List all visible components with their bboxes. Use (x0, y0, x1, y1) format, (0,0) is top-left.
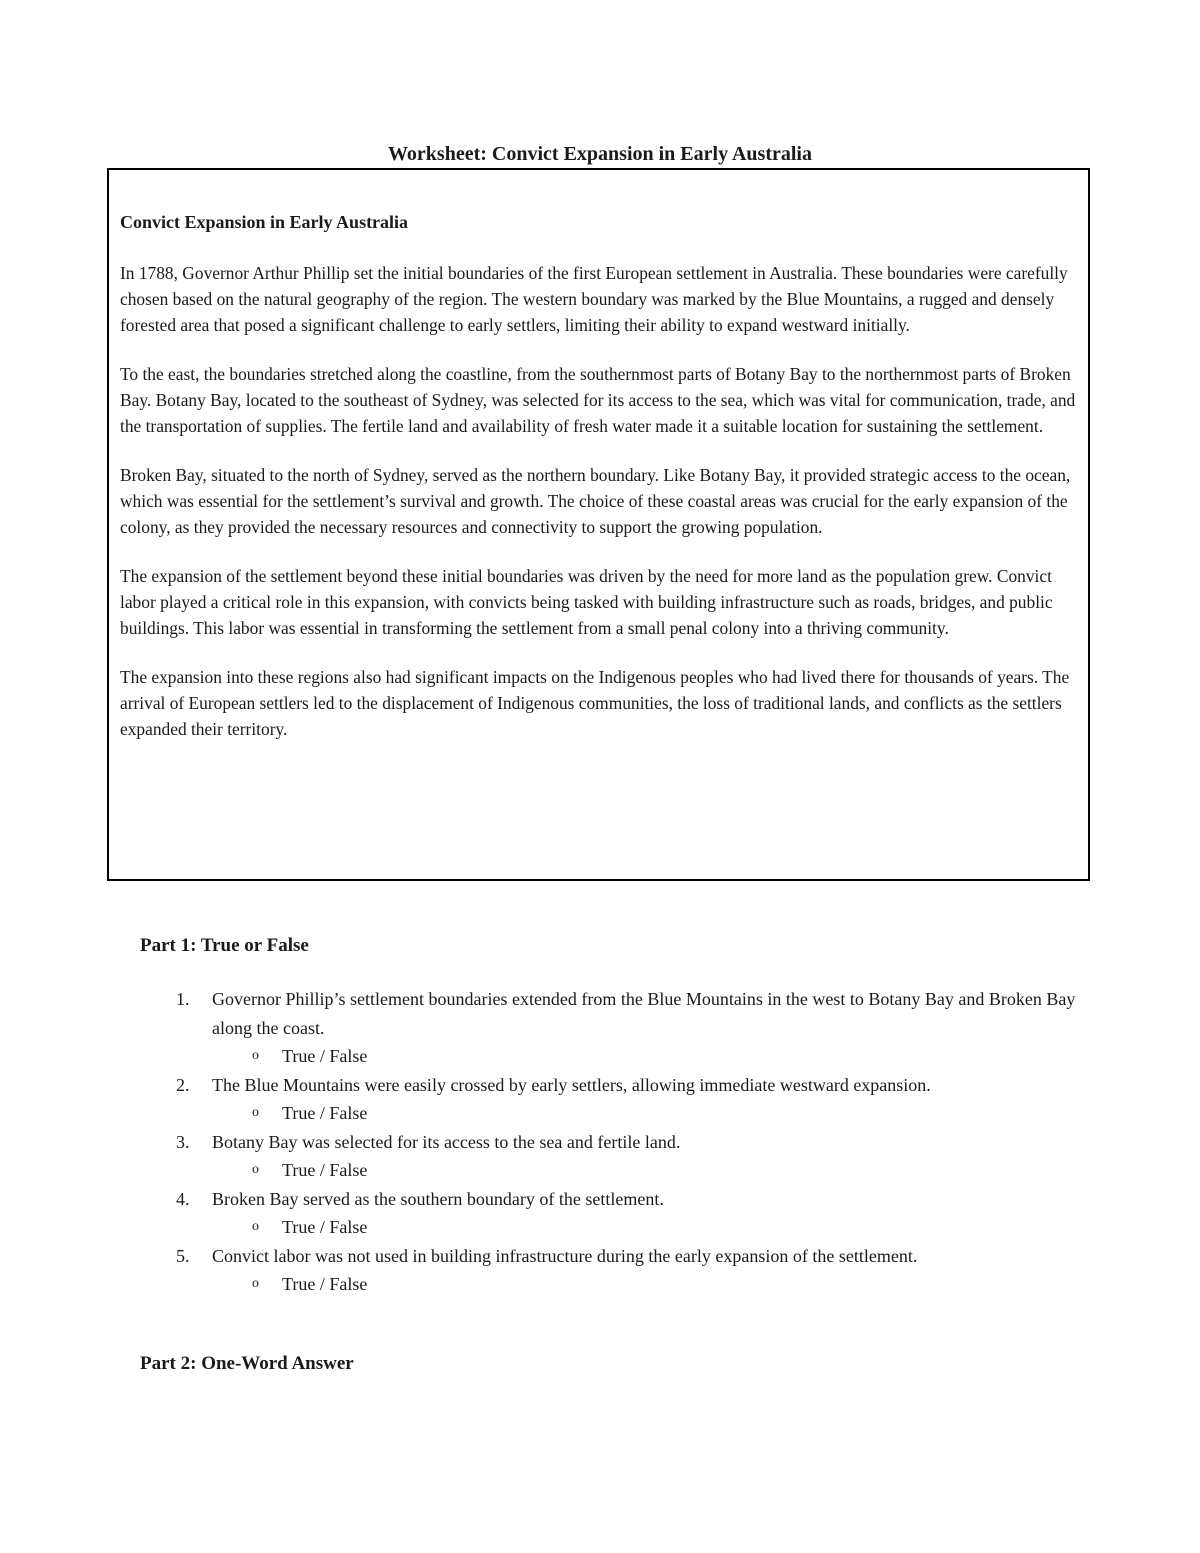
question-number: 5. (176, 1245, 190, 1266)
passage-paragraph: In 1788, Governor Arthur Phillip set the initial boundaries of the first European settlement in Australia. These boundaries were carefully chosen based on the natural geography of the region. The western boundary was marked by the Blue Mountains, a rugged and densely forested area that posed a significant challenge to early settlers, limiting their ability to expand westward initially. (120, 263, 1068, 335)
part1-heading: Part 1: True or False (140, 935, 309, 956)
question-item (140, 1185, 1100, 1242)
question-item (140, 1071, 1100, 1128)
question-number: 2. (176, 1074, 190, 1095)
circle-bullet-icon: o (252, 1276, 259, 1291)
circle-bullet-icon: o (252, 1048, 259, 1063)
question-text: Broken Bay served as the southern boundary of the settlement. (212, 1188, 664, 1209)
question-number: 3. (176, 1131, 190, 1152)
true-false-option (212, 1042, 1100, 1071)
page-title: Worksheet: Convict Expansion in Early Australia (388, 143, 812, 165)
part2-heading: Part 2: One-Word Answer (140, 1353, 354, 1374)
true-false-option (212, 1270, 1100, 1299)
true-false-label: True / False (282, 1160, 368, 1180)
question-item (140, 985, 1100, 1071)
reading-passage (120, 210, 1080, 765)
true-false-label: True / False (282, 1046, 368, 1066)
question-text: Governor Phillip’s settlement boundaries extended from the Blue Mountains in the west to Botany Bay and Broken Bay along the coast. (212, 989, 1076, 1038)
true-false-option (212, 1099, 1100, 1128)
question-number: 1. (176, 989, 190, 1009)
true-false-option (212, 1213, 1100, 1242)
true-false-label: True / False (282, 1103, 368, 1123)
passage-paragraph: Broken Bay, situated to the north of Sydney, served as the northern boundary. Like Botany Bay, it provided strategic access to the ocean, which was essential for the settlement’s survival and growth. The choice of these coastal areas was crucial for the early expansion of the colony, as they provided the necessary resources and connectivity to support the growing population. (120, 465, 1071, 537)
passage-paragraph: To the east, the boundaries stretched along the coastline, from the southernmost parts of Botany Bay to the northernmost parts of Broken Bay. Botany Bay, located to the southeast of Sydney, was selected for its access to the sea, which was vital for communication, trade, and the transportation of supplies. The fertile land and availability of fresh water made it a suitable location for sustaining the settlement. (120, 364, 1076, 436)
true-false-question-list (140, 985, 1100, 1299)
question-text: The Blue Mountains were easily crossed by early settlers, allowing immediate westward expansion. (212, 1074, 931, 1095)
question-text: Convict labor was not used in building infrastructure during the early expansion of the settlement. (212, 1245, 918, 1266)
question-number: 4. (176, 1188, 190, 1209)
passage-heading: Convict Expansion in Early Australia (120, 212, 409, 232)
question-item (140, 1128, 1100, 1185)
true-false-label: True / False (282, 1274, 368, 1294)
true-false-option (212, 1156, 1100, 1185)
circle-bullet-icon: o (252, 1219, 259, 1234)
circle-bullet-icon: o (252, 1162, 259, 1177)
true-false-label: True / False (282, 1217, 368, 1237)
passage-paragraph: The expansion of the settlement beyond these initial boundaries was driven by the need for more land as the population grew. Convict labor played a critical role in this expansion, with convicts being tasked with building infrastructure such as roads, bridges, and public buildings. This labor was essential in transforming the settlement from a small penal colony into a thriving community. (120, 566, 1053, 638)
reading-passage-box (107, 168, 1090, 881)
passage-paragraph: The expansion into these regions also had significant impacts on the Indigenous peoples who had lived there for thousands of years. The arrival of European settlers led to the displacement of Indigenous communities, the loss of traditional lands, and conflicts as the settlers expanded their territory. (120, 667, 1070, 739)
question-text: Botany Bay was selected for its access to the sea and fertile land. (212, 1131, 681, 1152)
circle-bullet-icon: o (252, 1105, 259, 1120)
question-item (140, 1242, 1100, 1299)
